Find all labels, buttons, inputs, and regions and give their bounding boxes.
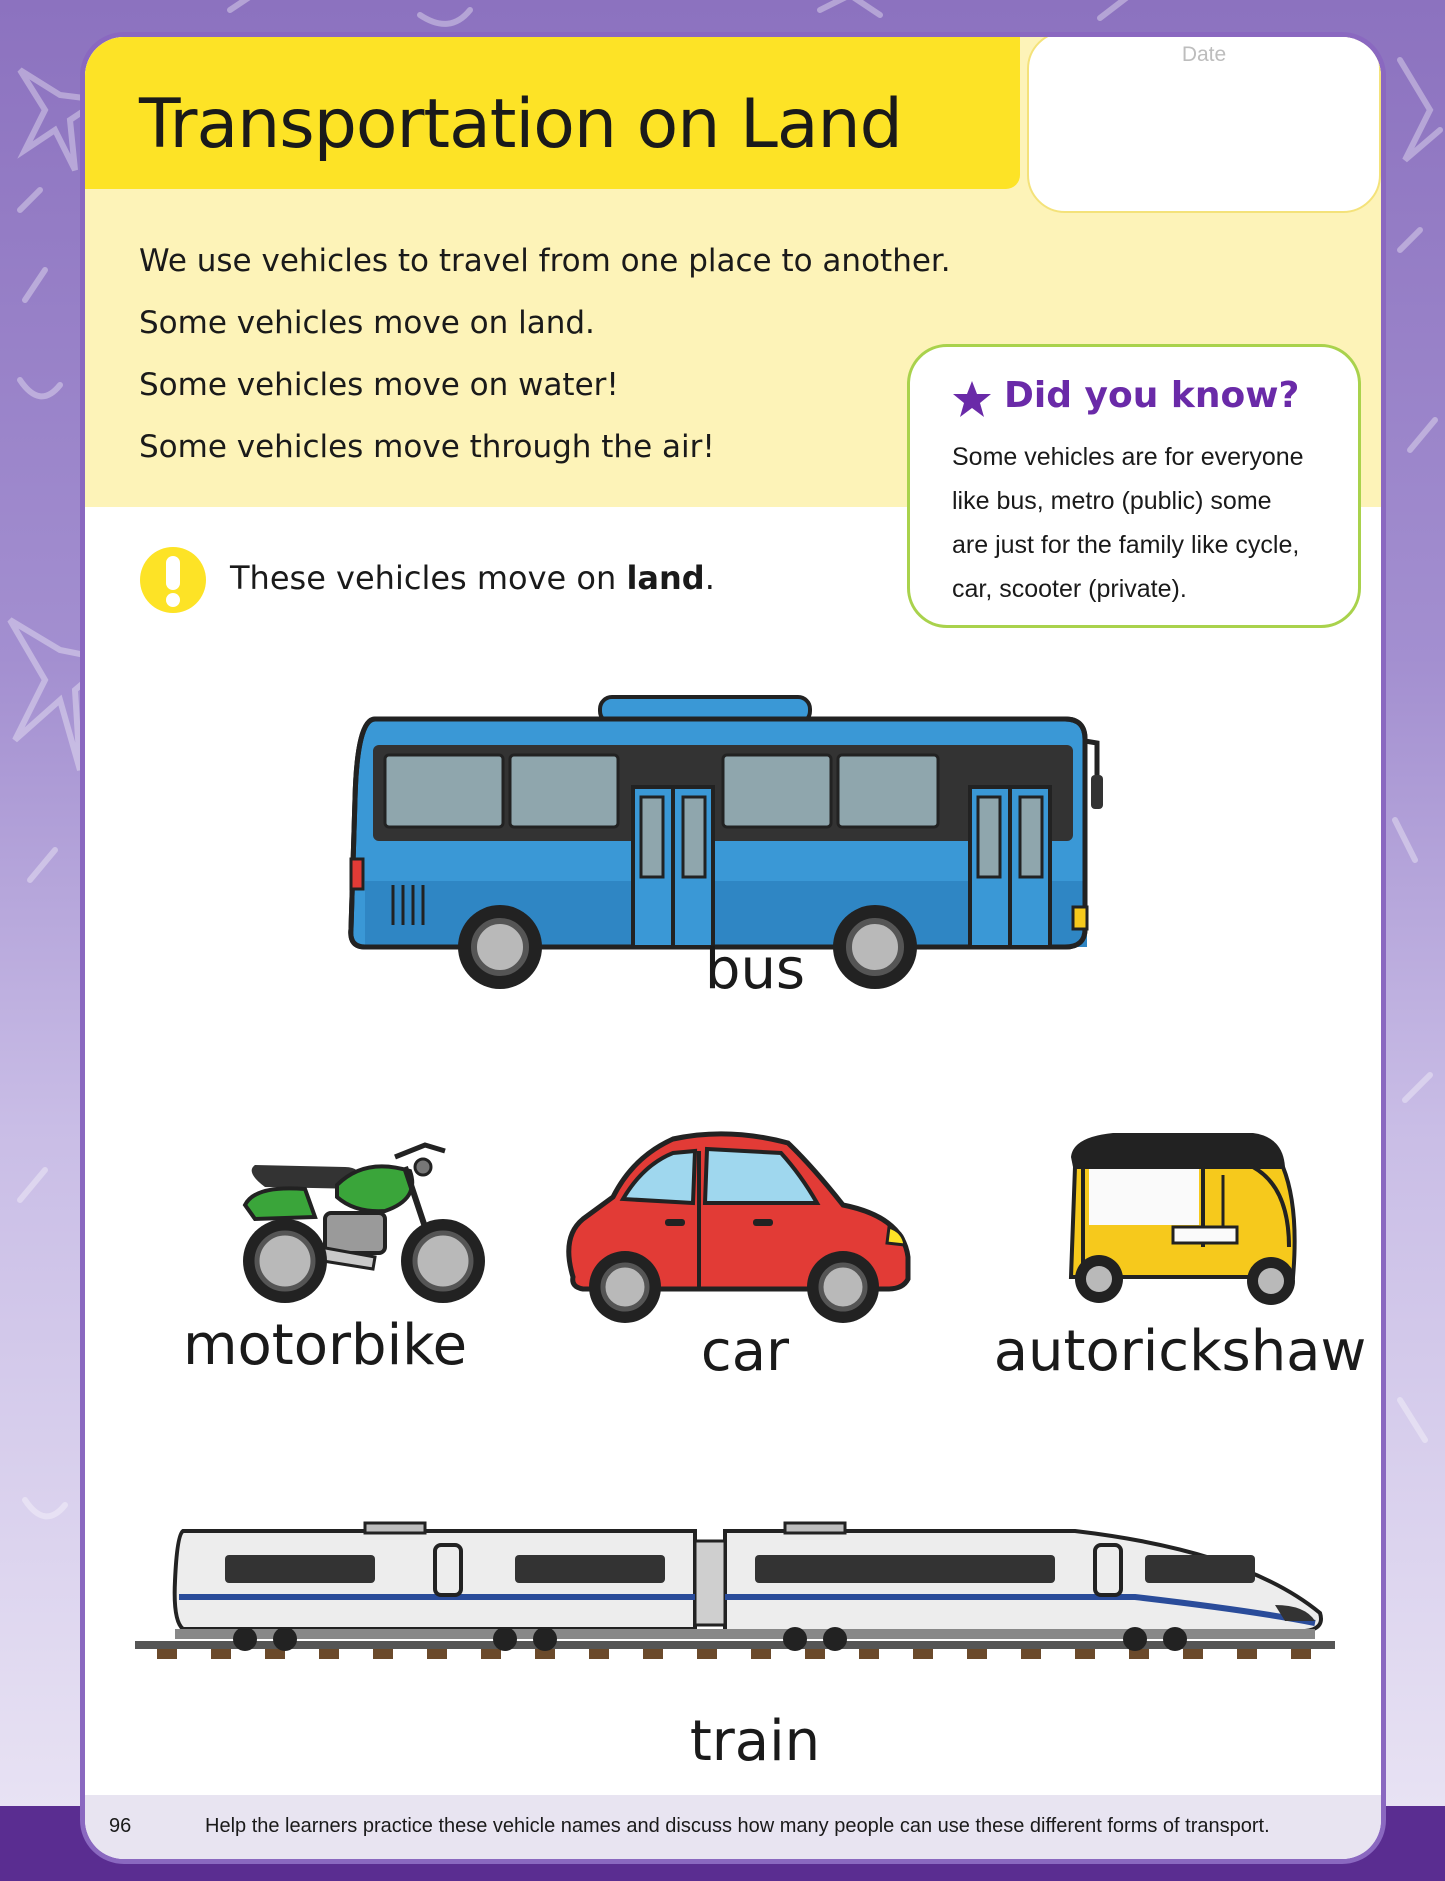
did-you-know-line: are just for the family like cycle,	[952, 531, 1300, 559]
did-you-know-box	[907, 344, 1361, 628]
intro-line: Some vehicles move through the air!	[139, 429, 715, 465]
car-label: car	[700, 1319, 790, 1384]
did-you-know-line: like bus, metro (public) some	[952, 487, 1272, 515]
motorbike-illustration	[225, 1127, 495, 1317]
star-icon	[952, 379, 992, 419]
land-note	[230, 559, 715, 597]
did-you-know-line: car, scooter (private).	[952, 575, 1187, 603]
did-you-know-title: Did you know?	[1004, 375, 1300, 416]
land-note-suffix: .	[704, 559, 715, 597]
page-title: Transportation on Land	[139, 85, 902, 164]
intro-line: Some vehicles move on land.	[139, 305, 595, 341]
train-label: train	[689, 1709, 821, 1774]
train-illustration	[135, 1521, 1335, 1681]
car-illustration	[553, 1127, 923, 1327]
footer-note: Help the learners practice these vehicle names and discuss how many people can use these different forms of transport.	[205, 1815, 1270, 1837]
bus-label: bus	[704, 937, 806, 1002]
autorickshaw-illustration	[1053, 1127, 1308, 1317]
intro-line: We use vehicles to travel from one place to another.	[139, 243, 951, 279]
worksheet-page	[80, 32, 1386, 1864]
land-note-bold: land	[626, 559, 705, 597]
exclamation-icon	[139, 546, 207, 614]
motorbike-label: motorbike	[182, 1313, 468, 1378]
intro-text	[139, 230, 951, 478]
did-you-know-body	[952, 435, 1352, 611]
date-field[interactable]	[1027, 32, 1381, 213]
intro-line: Some vehicles move on water!	[139, 367, 619, 403]
page-number: 96	[109, 1815, 132, 1837]
did-you-know-line: Some vehicles are for everyone	[952, 443, 1304, 471]
autorickshaw-label: autorickshaw	[993, 1319, 1367, 1384]
land-note-prefix: These vehicles move on	[230, 559, 627, 597]
title-band	[85, 37, 1020, 189]
footer	[85, 1795, 1381, 1859]
date-label: Date	[1181, 43, 1227, 66]
